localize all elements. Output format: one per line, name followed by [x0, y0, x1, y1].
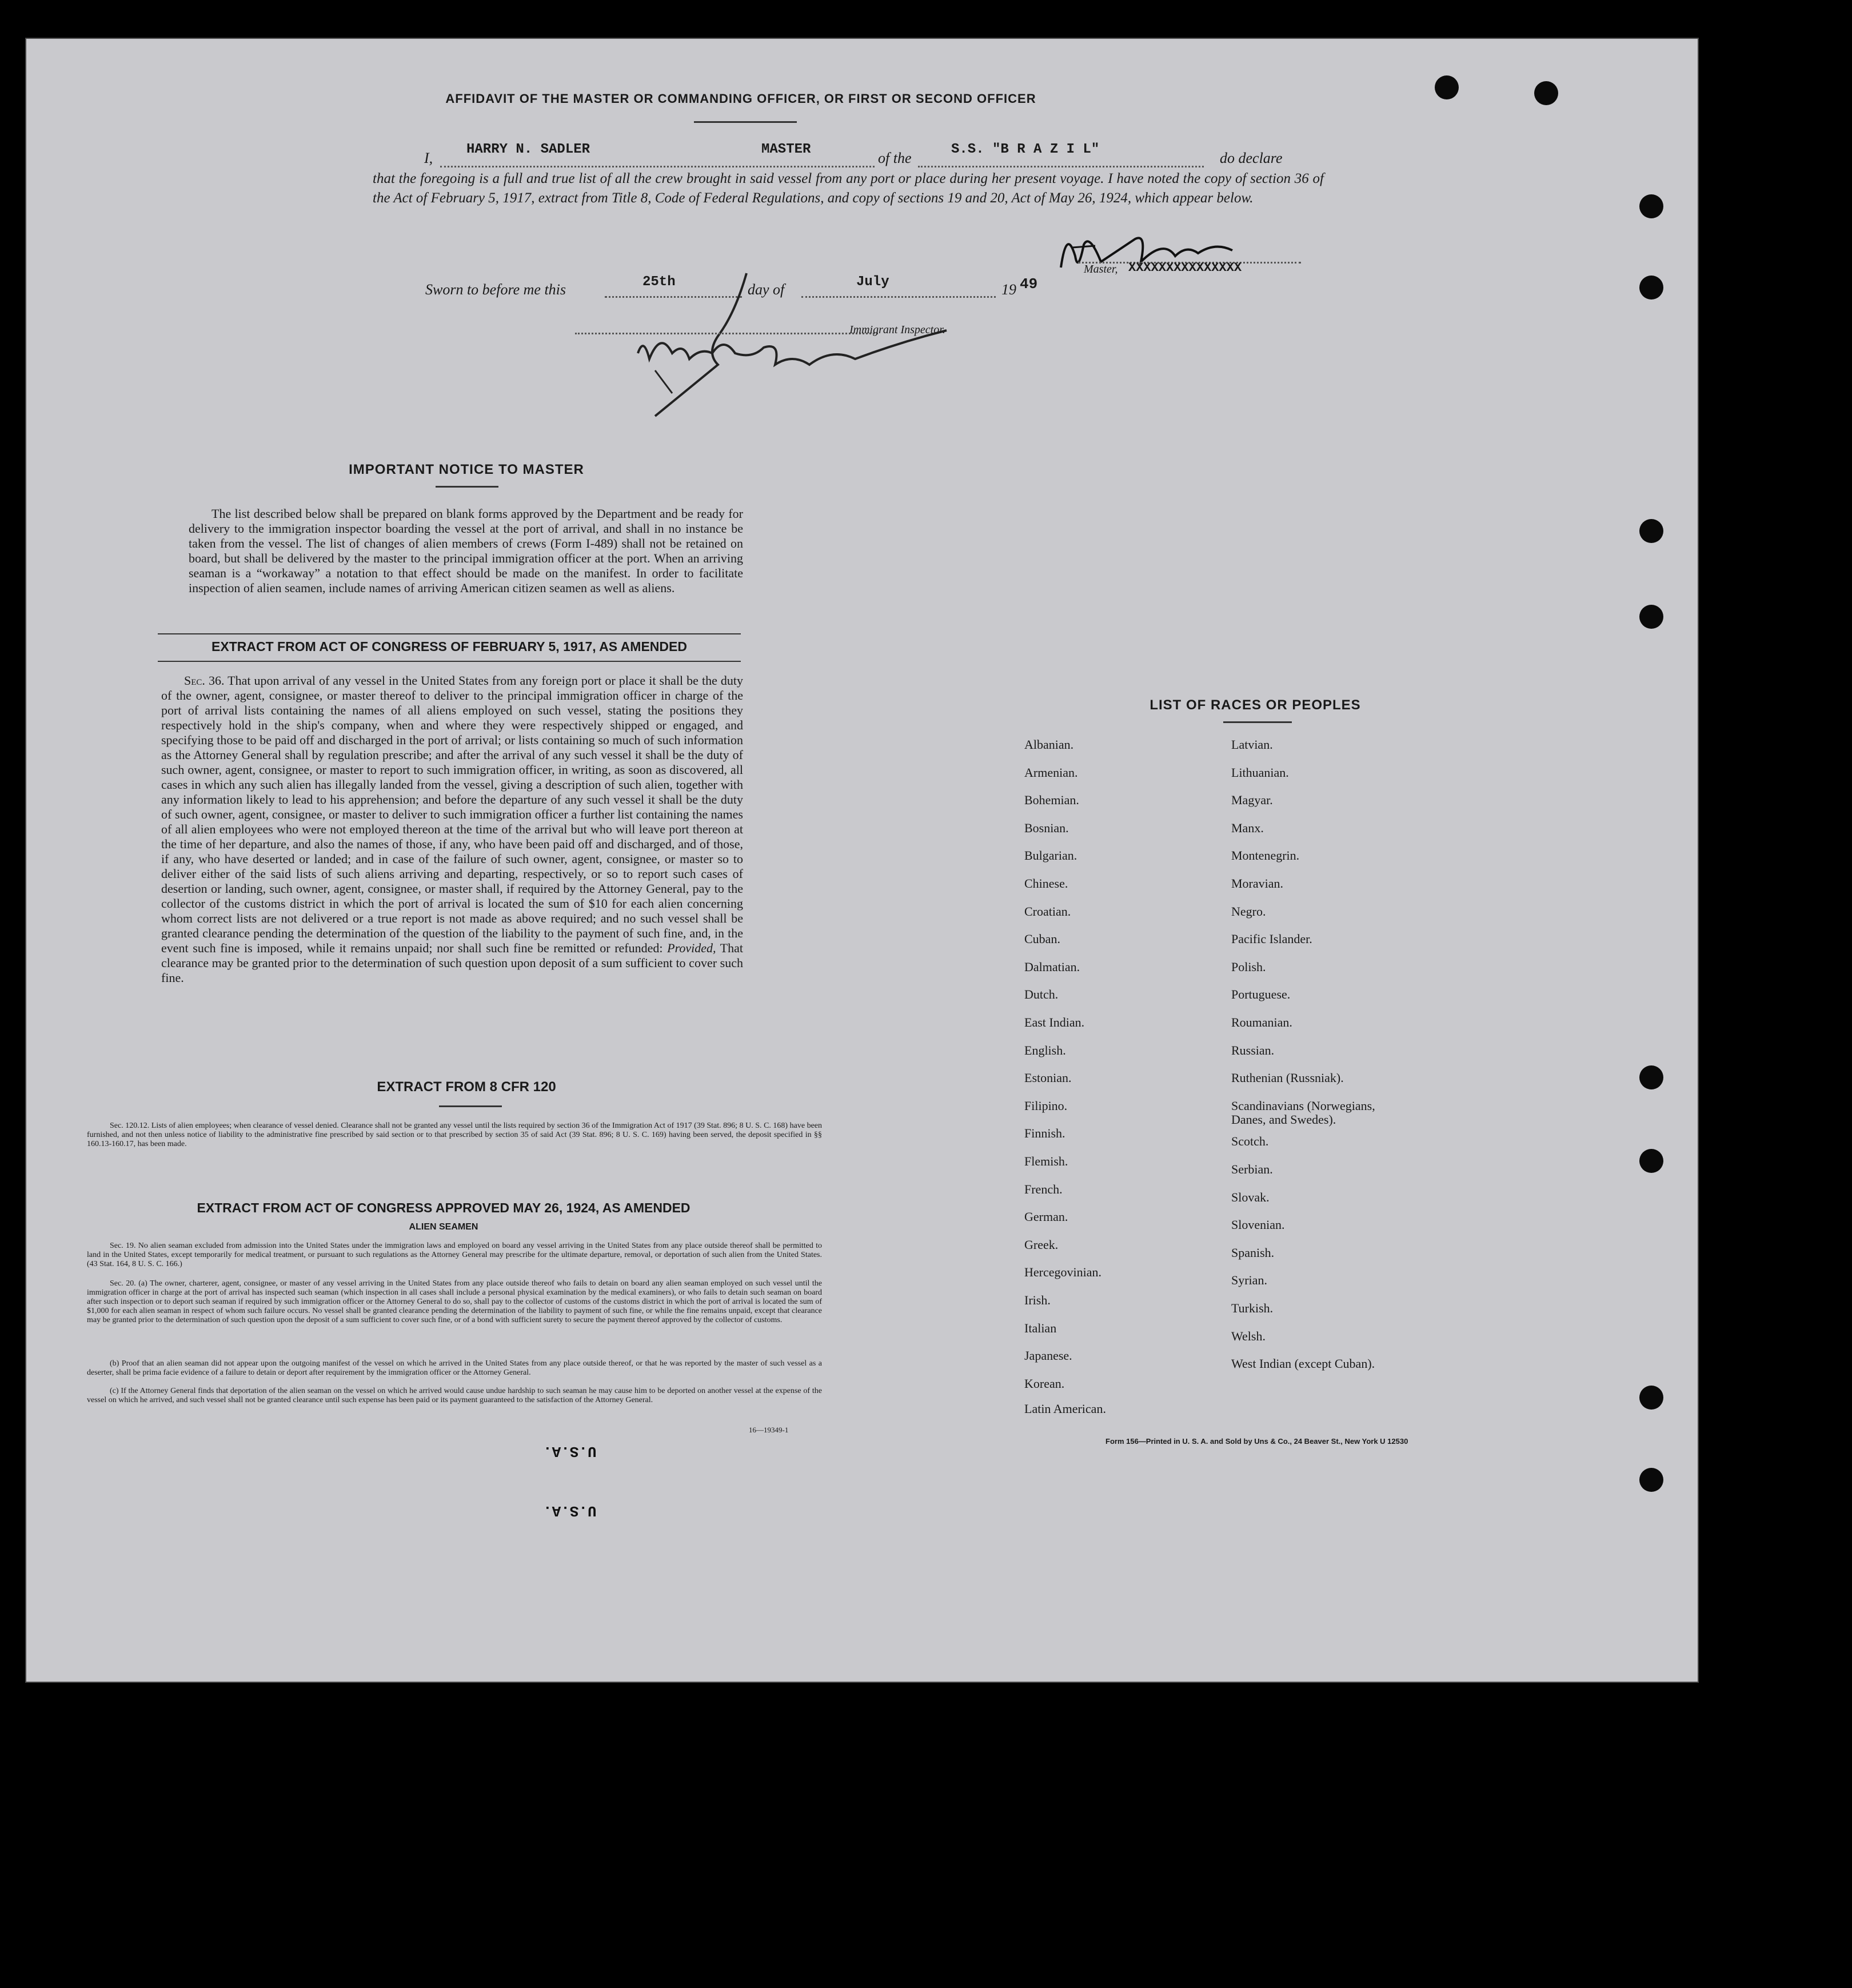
sec-20a-text: Sec. 20. (a) The owner, charterer, agent, consignee, or master of any vessel arriving in the United States from any place outside thereof who fails to detain on board any alien seaman employed on such vessel until the immigration officer in charge at the port of arrival has inspected such seaman (which inspection in all cases shall include a personal physical examination by the medical examiners), or who fails to detain such seaman on board after such inspection or to deport such seaman if required by such immigration officer or the Attorney General to do so, shall pay to the collector of customs of the customs district in which the port of arrival is located the sum of $1,000 for each alien seaman in respect of whom such failure occurs. No vessel shall be granted clearance pending the determination of the liability to payment of such fine, or while the fine remains unpaid, except that clearance may be granted prior to the determination of such question upon the deposit of a sum sufficient to cover such fine, or of a bond with sufficient surety to secure the payment thereof approved by the collector of customs. [87, 1279, 822, 1324]
race-item: Latvian. [1231, 737, 1273, 752]
race-item: Armenian. [1024, 765, 1078, 780]
race-item: Japanese. [1024, 1348, 1072, 1363]
punch-hole [1435, 75, 1459, 99]
punch-hole [1534, 81, 1558, 105]
race-item: Roumanian. [1231, 1015, 1292, 1029]
race-item: Lithuanian. [1231, 765, 1289, 780]
inspector-signature [604, 268, 969, 442]
struck-title: XXXXXXXXXXXXXXX [1128, 261, 1242, 275]
day-of-label: day of [748, 281, 785, 298]
sec-20c-text: (c) If the Attorney General finds that deportation of the alien seaman on the vessel on which he arrived would cause undue hardship to such seaman he may cause him to be deported on another vessel at the expense of the vessel on which he arrived, and such vessel shall not be granted clearance until such expense has been paid or its payment guaranteed to the satisfaction of the Attorney General. [87, 1387, 822, 1404]
race-item: Finnish. [1024, 1126, 1065, 1141]
sec-20b-text: (b) Proof that an alien seaman did not appear upon the outgoing manifest of the vessel on which he arrived in the United States from any place outside thereof, or that he was reported by the master of such vessel as a deserter, shall be prima facie evidence of a failure to detain or deport after requirement by the immigration officer or the Attorney General. [87, 1359, 822, 1377]
race-item: Slovak. [1231, 1189, 1270, 1204]
name-line [440, 166, 875, 167]
race-item: Russian. [1231, 1043, 1275, 1057]
heading-rule [694, 121, 797, 123]
race-item: Slovenian. [1231, 1217, 1285, 1232]
vessel-name-field: S.S. "B R A Z I L" [951, 142, 1100, 157]
race-item: Serbian. [1231, 1162, 1273, 1176]
document-page [25, 38, 1699, 1683]
race-item: Polish. [1231, 959, 1266, 974]
punch-hole [1639, 1065, 1663, 1089]
cfr-heading: EXTRACT FROM 8 CFR 120 [377, 1079, 556, 1095]
race-item: Italian [1024, 1320, 1057, 1335]
sworn-year-field: 49 [1020, 276, 1038, 293]
race-item: Scotch. [1231, 1134, 1269, 1149]
sec-19-text: Sec. 19. No alien seaman excluded from admission into the United States under the immigration laws and employed on board any vessel arriving in the United States from any place outside thereof shall be permitted to land in the United States, except temporarily for medical treatment, or pursuant to such regulations as the Attorney General may prescribe for the ultimate departure, removal, or deportation of such alien from the United States. (43 Stat. 164, 8 U. S. C. 166.) [87, 1241, 822, 1268]
usa-stamp: U.S.A. [543, 1502, 597, 1519]
race-item: Filipino. [1024, 1098, 1068, 1113]
race-item: Irish. [1024, 1293, 1051, 1307]
affidavit-body: that the foregoing is a full and true list of all the crew brought in said vessel from any port or place during her present voyage. I have noted the copy of section 36 of the Act of February 5, 1917, extract from Title 8, Code of Federal Regulations, and copy of sections 19 and 20, Act of May 26, 1924, which appear below. [373, 171, 1324, 206]
race-item: French. [1024, 1181, 1063, 1196]
do-declare-label: do declare [1220, 150, 1283, 166]
sec-36-body: That upon arrival of any vessel in the United States from any foreign port or place it shall be the duty of the owner, agent, consignee, or master thereof to deliver to the principal immigration officer in charge of the port of arrival lists containing the names of all aliens employed on such vessel, stating the positions they respectively hold in the ship's company, when and where they were respectively shipped or engaged, and specifying those to be paid off and discharged in the port of arrival; or lists containing so much of such information as the Attorney General shall by regulation prescribe; and after the arrival of any such vessel it shall be the duty of such owner, agent, consignee, or master to report to such immigration officer, in writing, as soon as discovered, all cases in which any such alien has illegally landed from the vessel, giving a description of such alien, together with any information likely to lead to his apprehension; and before the departure of any such vessel it shall be the duty of such owner, agent, consignee, or master to deliver to such immigration officer a further list containing the names of all alien employees who were not employed thereon at the time of the arrival but who will leave port thereon at the time of her departure, and also the names of those, if any, who have been paid off and discharged, and of those, if any, who have deserted or landed; and in case of the failure of such owner, agent, consignee, or master so to deliver either of the said lists of such aliens arriving and departing, respectively, or so to report such cases of desertion or landing, such owner, agent, consignee, or master shall, if required by the Attorney General, pay to the collector of the customs district in which the port of arrival is located the sum of $10 for each alien concerning whom correct lists are not delivered or a true report is not made as above required; and no such vessel shall be granted clearance pending the determination of the question of the liability to the payment of such fine, and, in the event such fine is imposed, while it remains unpaid; nor shall such fine be remitted or refunded: [161, 673, 744, 955]
race-item: Montenegrin. [1231, 848, 1300, 863]
of-the-label: of the [878, 150, 912, 166]
race-item: Estonian. [1024, 1071, 1072, 1085]
sec-36-text [161, 673, 743, 985]
race-item: Manx. [1231, 820, 1264, 835]
race-item: West Indian (except Cuban). [1231, 1356, 1375, 1371]
race-item: Ruthenian (Russniak). [1231, 1071, 1344, 1085]
affidavit-heading: AFFIDAVIT OF THE MASTER OR COMMANDING OFFICER, OR FIRST OR SECOND OFFICER [445, 91, 1036, 106]
provided-text: That clearance may be granted prior to the determination of such question upon deposit of a sum sufficient to cover such fine. [161, 941, 744, 985]
race-item: Dalmatian. [1024, 959, 1080, 974]
punch-hole [1639, 194, 1663, 218]
race-item: Korean. [1024, 1376, 1065, 1391]
vessel-line [918, 166, 1204, 167]
race-item: German. [1024, 1209, 1068, 1224]
race-item: Moravian. [1231, 876, 1284, 891]
punch-hole [1639, 605, 1663, 629]
race-item: Hercegovinian. [1024, 1265, 1101, 1280]
race-item: Syrian. [1231, 1273, 1267, 1288]
race-item: Scandinavians (Norwegians, [1231, 1098, 1375, 1113]
divider-rule [158, 633, 741, 634]
notice-rule [436, 486, 498, 488]
race-item: Negro. [1231, 904, 1266, 919]
race-item: Greek. [1024, 1237, 1059, 1252]
race-item: East Indian. [1024, 1015, 1085, 1029]
race-item: English. [1024, 1043, 1066, 1057]
race-item: Danes, and Swedes). [1231, 1112, 1336, 1127]
race-item: Flemish. [1024, 1154, 1068, 1168]
punch-hole [1639, 1386, 1663, 1410]
master-label: Master, [1084, 263, 1118, 276]
sworn-day-field: 25th [642, 274, 676, 290]
extract-1924-heading: EXTRACT FROM ACT OF CONGRESS APPROVED MAY 26, 1924, AS AMENDED [197, 1200, 690, 1215]
cfr-body: Sec. 120.12. Lists of alien employees; when clearance of vessel denied. Clearance shall not be granted any vessel until the lists required by section 36 of the Immigration Act of 1917 (39 Stat. 896; 8 U. S. C. 168) have been furnished, and not then unless notice of liability to the administrative fine prescribed by said section or to that prescribed by section 35 of said Act (39 Stat. 896; 8 U. S. C. 169) having been served, the deposit specified in §§ 160.13-160.17, has been made. [87, 1121, 822, 1148]
race-item: Bulgarian. [1024, 848, 1077, 863]
race-item: Magyar. [1231, 793, 1273, 808]
race-item: Pacific Islander. [1231, 932, 1312, 947]
punch-hole [1639, 1149, 1663, 1173]
inspector-sign-line [575, 333, 878, 334]
inspector-label: Immigrant Inspector. [849, 324, 945, 336]
race-item: Turkish. [1231, 1301, 1274, 1315]
year-prefix: 19 [1001, 281, 1016, 298]
sec-36-label: Sec. 36. [184, 673, 225, 688]
cfr-rule [439, 1105, 502, 1107]
race-item: Albanian. [1024, 737, 1074, 752]
rank-field: MASTER [761, 142, 811, 157]
alien-seamen-subheading: ALIEN SEAMEN [409, 1222, 478, 1232]
form-number-left: 16—19349-1 [749, 1426, 789, 1434]
race-item: Spanish. [1231, 1245, 1275, 1260]
race-item: Dutch. [1024, 987, 1059, 1002]
sworn-label: Sworn to before me this [425, 281, 566, 298]
race-item: Bohemian. [1024, 793, 1079, 808]
usa-stamp: U.S.A. [543, 1443, 597, 1460]
race-item: Welsh. [1231, 1328, 1266, 1343]
sworn-month-field: July [856, 274, 889, 290]
races-rule [1223, 721, 1292, 723]
extract-1917-heading: EXTRACT FROM ACT OF CONGRESS OF FEBRUARY 5, 1917, AS AMENDED [211, 639, 687, 654]
race-item: Croatian. [1024, 904, 1071, 919]
master-signature [1049, 222, 1255, 288]
races-heading: LIST OF RACES OR PEOPLES [1149, 697, 1361, 713]
race-item: Portuguese. [1231, 987, 1291, 1002]
printer-imprint: Form 156—Printed in U. S. A. and Sold by Uns & Co., 24 Beaver St., New York U 12530 [1105, 1437, 1408, 1446]
punch-hole [1639, 519, 1663, 543]
master-name-field: HARRY N. SADLER [466, 142, 590, 157]
race-item: Latin American. [1024, 1401, 1106, 1416]
notice-body: The list described below shall be prepared on blank forms approved by the Department and be ready for delivery to the immigration inspector boarding the vessel at the port of arrival, and shall in no instance be taken from the vessel. The list of changes of alien members of crews (Form I-489) shall not be retained on board, but shall be delivered by the master to the principal immigration officer at the port. When an arriving seaman is a “workaway” a notation to that effect should be made on the manifest. In order to facilitate inspection of alien seamen, include names of arriving American citizen seamen as well as aliens. [189, 506, 743, 595]
provided-label: Provided, [667, 941, 716, 955]
divider-rule [158, 661, 741, 662]
punch-hole [1639, 276, 1663, 300]
race-item: Chinese. [1024, 876, 1068, 891]
notice-heading: IMPORTANT NOTICE TO MASTER [349, 462, 584, 477]
i-label: I, [424, 150, 433, 166]
race-item: Cuban. [1024, 932, 1060, 947]
race-item: Bosnian. [1024, 820, 1069, 835]
punch-hole [1639, 1468, 1663, 1492]
